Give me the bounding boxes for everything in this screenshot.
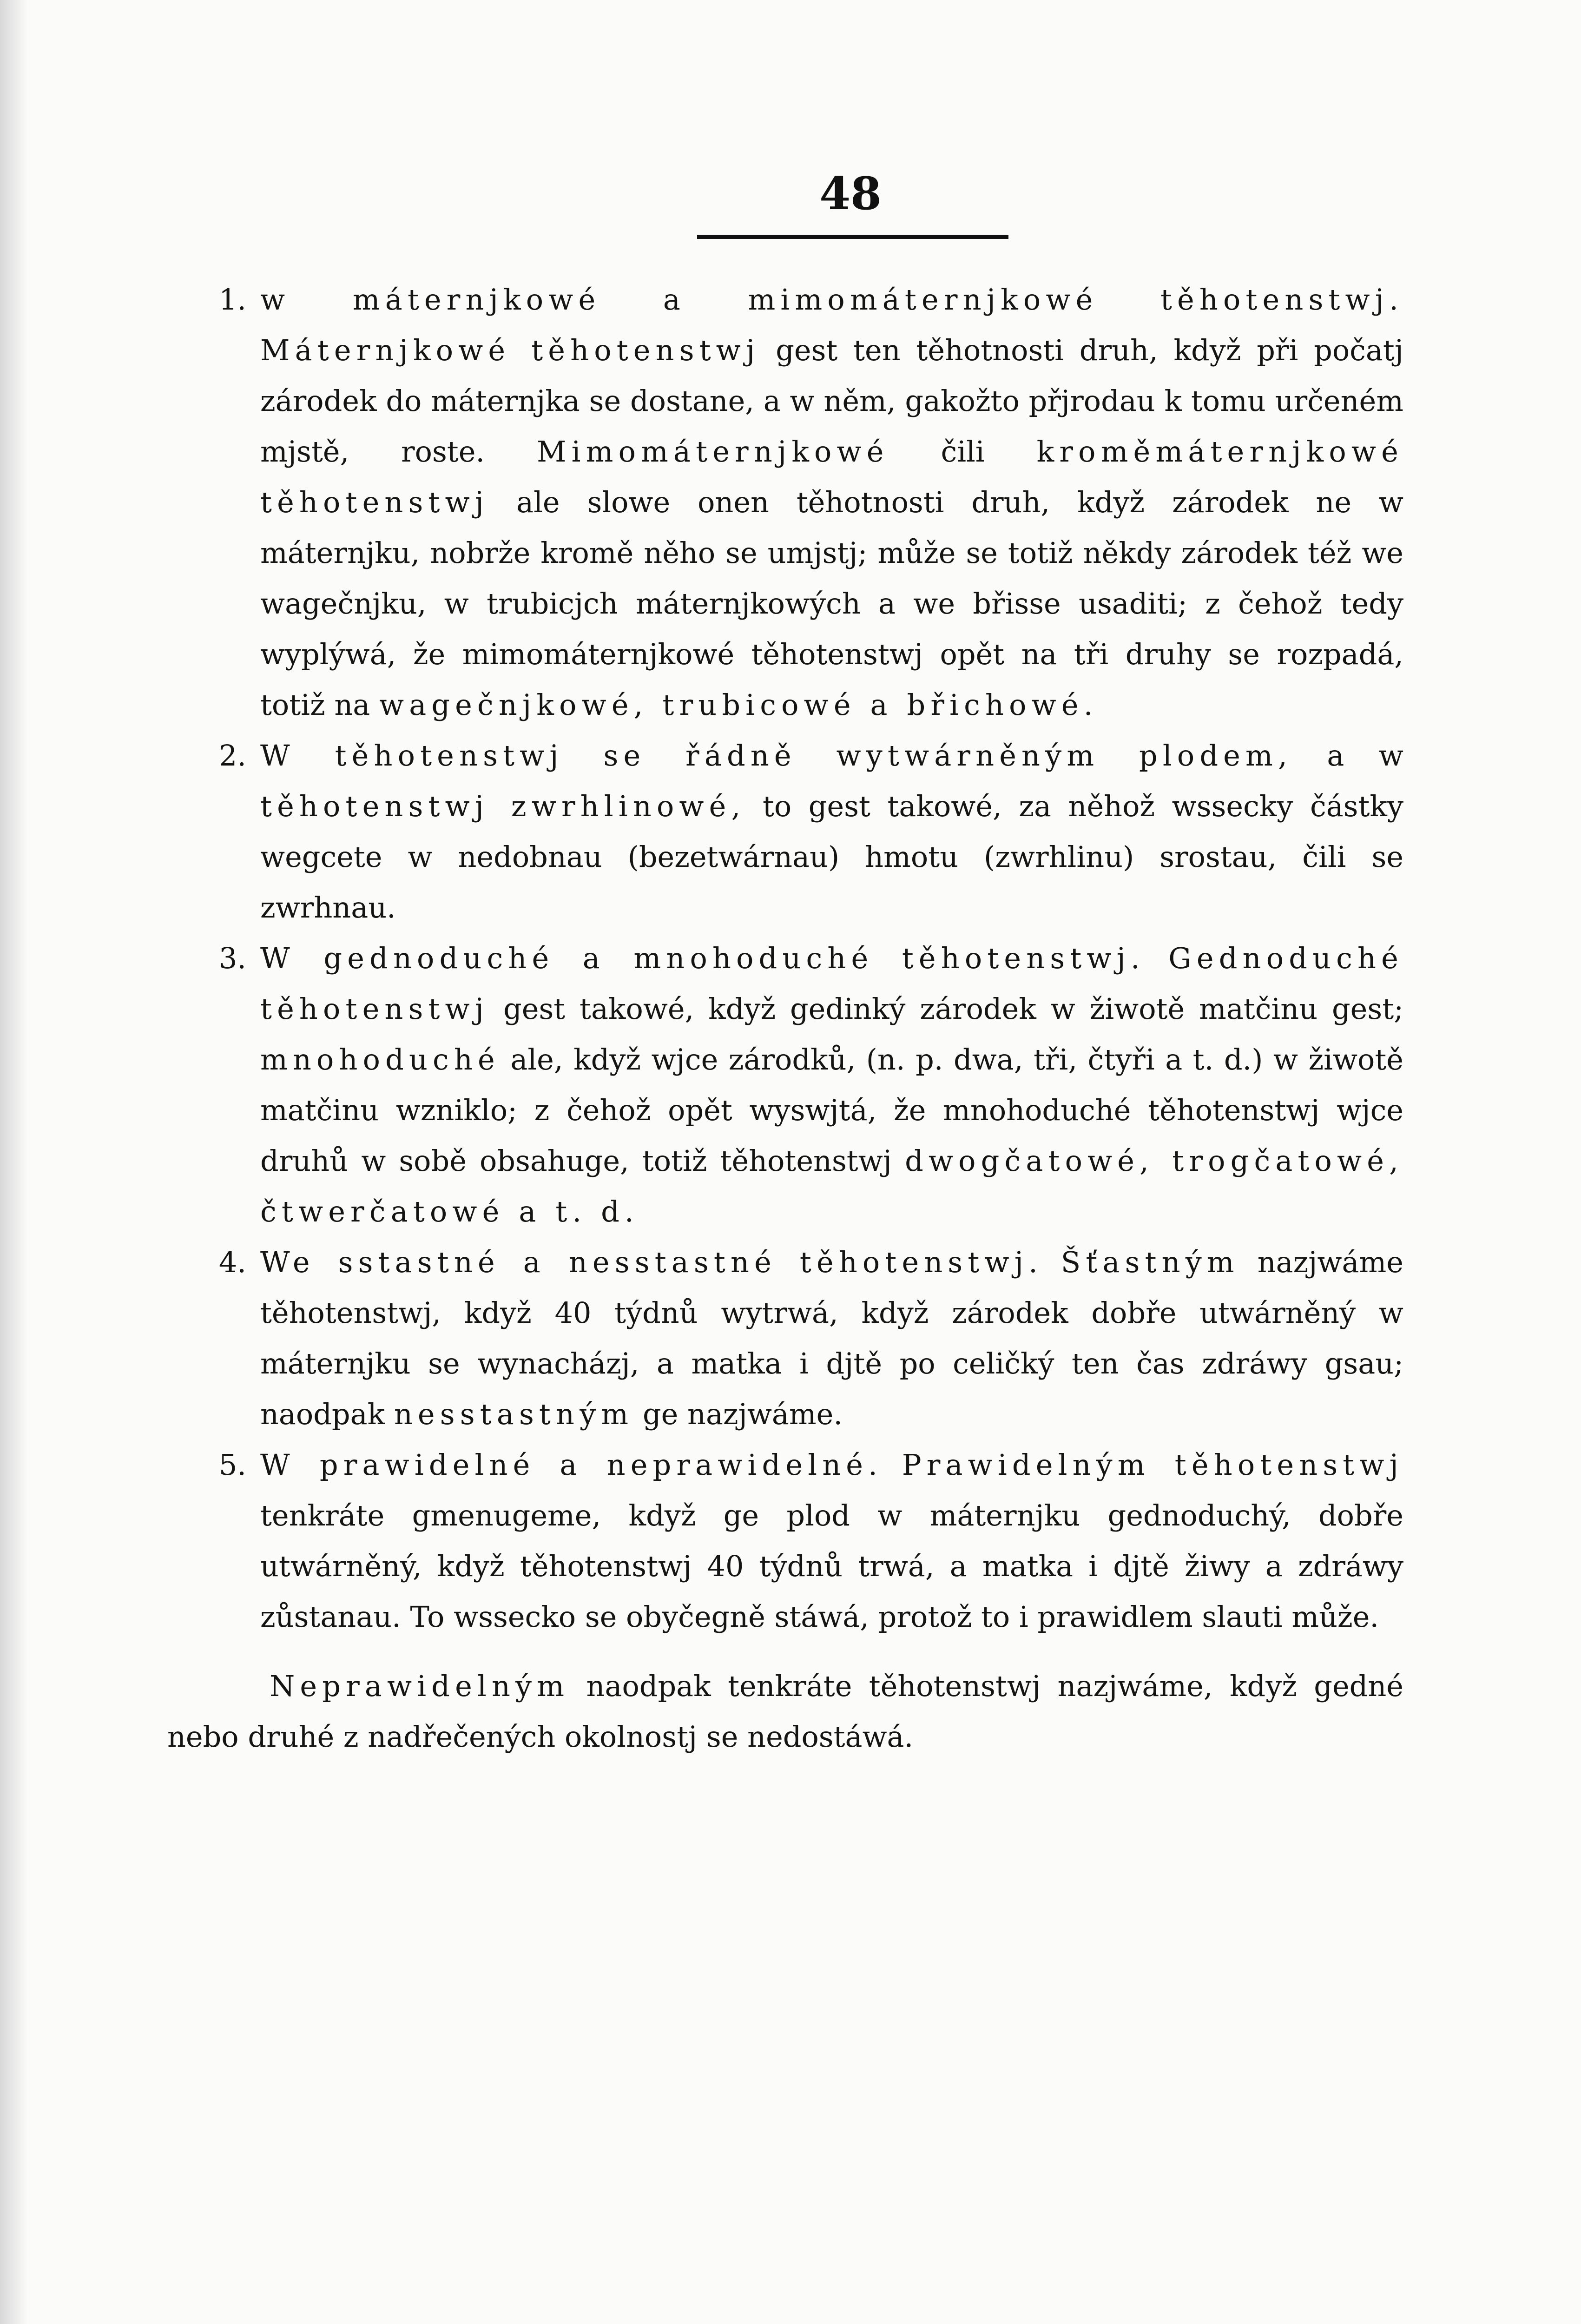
list-item — [218, 274, 1403, 730]
spaced-term: Šťastným — [1061, 1245, 1239, 1279]
text-run: ale slowe onen těhotnosti druh, když zárodek ne w máternjku, nobrže kromě něho se umjstj; může se totiž někdy zárodek též we wagečnjku, w trubicjch máternjkowých a we břisse usaditi; z čehož tedy wyplýwá, že mimomáternjkowé těhotenstwj opět na tři druhy se rozpadá, totiž na — [260, 485, 1403, 722]
item-text — [260, 333, 1403, 722]
spaced-term: dwogčatowé, trogčatowé, čtwerčatowé a t. d. — [260, 1144, 1403, 1228]
text-run — [1145, 941, 1168, 975]
list-item — [218, 730, 1404, 933]
text-run: tenkráte gmenugeme, když ge plod w máternjku gednoduchý, dobře utwárněný, když těhotenstwj 40 týdnů trwá, a matka i djtě žiwy a zdráwy zůstanau. To wssecko se obyčegně stáwá, protož to i prawidlem slauti může. — [260, 1499, 1403, 1634]
closing-paragraph — [167, 1661, 1403, 1762]
list-item — [218, 1237, 1403, 1439]
body-text — [167, 274, 1404, 1791]
spaced-term: nesstastným — [394, 1397, 634, 1431]
spaced-term: Mimomáternjkowé — [536, 435, 889, 469]
item-heading: W těhotenstwj se řádně wytwárněným plodem, — [260, 739, 1292, 772]
spaced-term: kroměmáternjkowé těhotenstwj — [260, 435, 1403, 519]
text-run — [1043, 1245, 1061, 1279]
text-run: a w — [1292, 739, 1404, 772]
text-run: naodpak tenkráte těhotenstwj nazjwáme, když gedné nebo druhé z nadřečených okolnostj se nedostáwá. — [167, 1669, 1403, 1754]
spaced-term: Máternjkowé těhotenstwj — [260, 333, 760, 367]
text-run: nazjwáme těhotenstwj, když 40 týdnů wytrwá, když zárodek dobře utwárněný w máternjku se wynacházj, a matka i djtě po celičký ten čas zdráwy gsau; naodpak — [260, 1245, 1403, 1431]
item-number: 3. — [218, 941, 246, 975]
page-edge-shadow — [0, 0, 28, 2324]
item-heading: w máternjkowé a mimomáternjkowé těhotenstwj. — [260, 283, 1403, 317]
list-item — [218, 933, 1403, 1237]
spaced-term: mnohoduché — [260, 1043, 500, 1076]
header-rule — [697, 235, 1008, 239]
text-run: ge nazjwáme. — [633, 1397, 843, 1431]
item-number: 5. — [218, 1448, 246, 1482]
text-run: čili — [889, 435, 1037, 469]
text-run: to gest takowé, za něhož wssecky částky wegcete w nedobnau (bezetwárnau) hmotu (zwrhlinu) srostau, čili se zwrhnau. — [260, 789, 1403, 924]
item-number: 1. — [218, 283, 246, 317]
spaced-term: Prawidelným těhotenstwj — [902, 1448, 1403, 1482]
spaced-term: Gednoduché těhotenstwj — [260, 941, 1403, 1026]
item-text — [260, 941, 1403, 1228]
item-number: 2. — [218, 739, 246, 772]
spaced-term: wagečnjkowé, trubicowé a břichowé. — [379, 688, 1098, 722]
text-run: gest ten těhotnosti druh, když při počatj zárodek do máternjka se dostane, a w něm, gakožto přjrodau k tomu určeném mjstě, roste. — [260, 333, 1403, 469]
text-run: gest takowé, když gedinký zárodek w žiwotě matčinu gest; — [489, 992, 1403, 1026]
item-heading: W prawidelné a neprawidelné. — [260, 1448, 883, 1482]
item-heading: We sstastné a nesstastné těhotenstwj. — [260, 1245, 1043, 1279]
text-run: ale, když wjce zárodků, (n. p. dwa, tři, čtyři a t. d.) w žiwotě matčinu wzniklo; z čehož opět wyswjtá, že mnohoduché těhotenstwj wjce druhů w sobě obsahuge, totiž těhotenstwj — [260, 1043, 1403, 1178]
item-heading: W gednoduché a mnohoduché těhotenstwj. — [260, 941, 1145, 975]
list-item — [218, 1439, 1403, 1642]
spaced-term: těhotenstwj zwrhlinowé, — [260, 789, 746, 823]
text-run — [883, 1448, 902, 1482]
page-number: 48 — [819, 167, 882, 220]
spaced-term: Neprawidelným — [270, 1669, 570, 1703]
item-number: 4. — [218, 1245, 246, 1279]
